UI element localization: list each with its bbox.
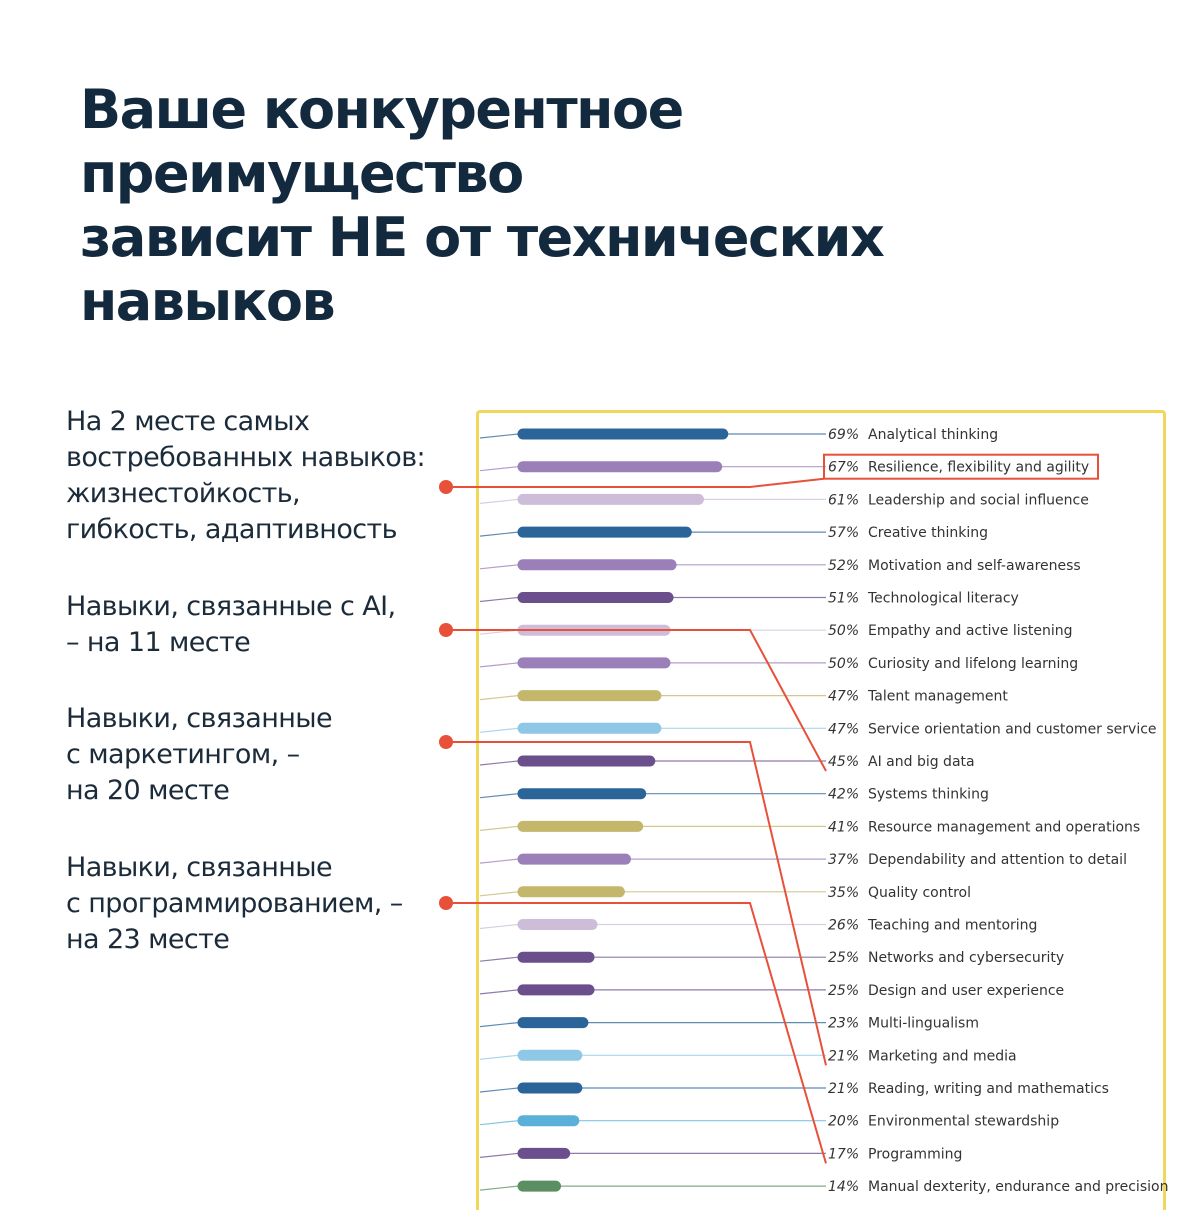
category-label: Systems thinking	[868, 786, 989, 803]
category-label: Curiosity and lifelong learning	[868, 655, 1079, 672]
category-label: Multi-lingualism	[868, 1015, 979, 1032]
value-label: 37%	[828, 852, 860, 869]
value-label: 42%	[828, 786, 860, 803]
category-label: AI and big data	[868, 754, 975, 770]
value-label: 20%	[828, 1113, 860, 1130]
value-label: 47%	[828, 721, 860, 738]
category-label: Motivation and self-awareness	[868, 557, 1081, 574]
note-line: востребованных навыков:	[66, 442, 426, 473]
note-line: с программированием, –	[66, 888, 403, 919]
note-line: Навыки, связанные с AI,	[66, 591, 396, 622]
annotation-connector	[446, 903, 826, 1163]
value-label: 35%	[828, 884, 860, 901]
value-label: 21%	[828, 1081, 860, 1097]
note-line: – на 11 месте	[66, 627, 251, 658]
value-label: 50%	[828, 623, 860, 640]
category-label: Teaching and mentoring	[868, 917, 1038, 934]
category-label: Resource management and operations	[868, 819, 1141, 836]
note-line: На 2 месте самых	[66, 406, 310, 437]
category-label: Programming	[868, 1146, 963, 1163]
category-label: Marketing and media	[868, 1048, 1017, 1065]
annotation-dot	[439, 480, 453, 494]
category-label: Reading, writing and mathematics	[868, 1081, 1109, 1097]
value-label: 57%	[828, 525, 860, 542]
annotation-connector	[446, 479, 824, 487]
category-label: Dependability and attention to detail	[868, 852, 1127, 869]
category-label: Technological literacy	[868, 590, 1019, 607]
title-line: Ваше конкурентное	[80, 78, 683, 141]
value-label: 51%	[828, 590, 860, 607]
category-label: Analytical thinking	[868, 427, 999, 443]
value-label: 67%	[828, 459, 860, 476]
value-label: 52%	[828, 557, 860, 574]
value-label: 25%	[828, 982, 860, 999]
category-label: Quality control	[868, 884, 972, 901]
value-label: 25%	[828, 950, 860, 967]
category-label: Leadership and social influence	[868, 492, 1089, 509]
title-line: навыков	[80, 270, 335, 333]
note-line: на 20 месте	[66, 775, 230, 806]
value-label: 21%	[828, 1048, 860, 1065]
title-line: зависит НЕ от технических	[80, 206, 884, 269]
value-label: 50%	[828, 655, 860, 672]
category-label: Environmental stewardship	[868, 1113, 1060, 1130]
note-line: гибкость, адаптивность	[66, 514, 397, 545]
category-label: Talent management	[868, 688, 1008, 705]
value-label: 61%	[828, 492, 860, 509]
annotation-dot	[439, 623, 453, 637]
note-line: на 23 месте	[66, 924, 230, 955]
category-label: Service orientation and customer service	[868, 721, 1157, 738]
value-label: 45%	[828, 754, 860, 770]
annotation-dot	[439, 896, 453, 910]
value-label: 23%	[828, 1015, 860, 1032]
note-line: с маркетингом, –	[66, 739, 300, 770]
value-label: 14%	[828, 1179, 860, 1196]
value-label: 41%	[828, 819, 860, 836]
value-label: 17%	[828, 1146, 860, 1163]
category-label: Creative thinking	[868, 525, 989, 542]
category-label: Networks and cybersecurity	[868, 950, 1065, 967]
note-line: жизнестойкость,	[66, 478, 301, 509]
value-label: 47%	[828, 688, 860, 705]
note-line: Навыки, связанные	[66, 703, 333, 734]
note-line: Навыки, связанные	[66, 852, 333, 883]
category-label: Resilience, flexibility and agility	[868, 459, 1090, 476]
value-label: 69%	[828, 427, 860, 443]
annotation-dot	[439, 735, 453, 749]
category-label: Manual dexterity, endurance and precision	[868, 1179, 1169, 1196]
category-label: Design and user experience	[868, 982, 1065, 999]
value-label: 26%	[828, 917, 860, 934]
category-label: Empathy and active listening	[868, 623, 1073, 640]
title-line: преимущество	[80, 142, 523, 205]
